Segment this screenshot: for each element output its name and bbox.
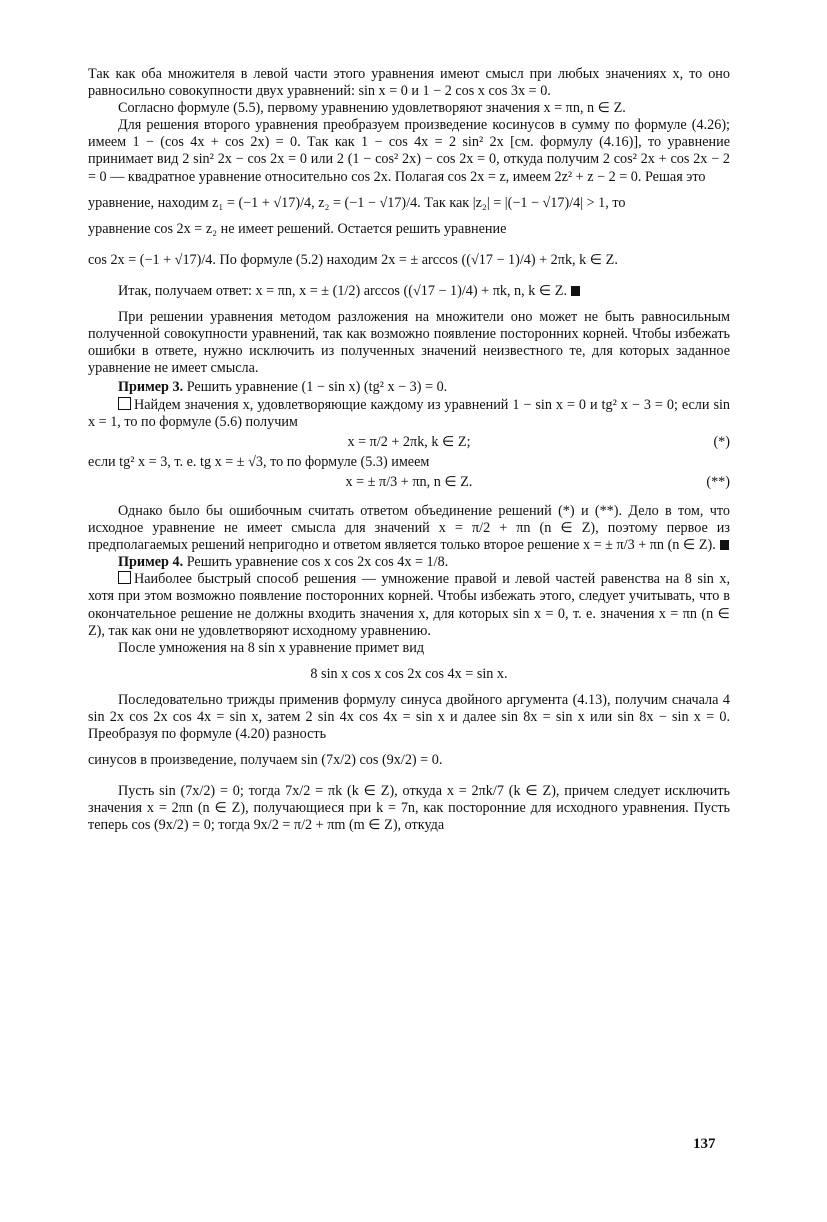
solution-start-icon (118, 571, 131, 584)
paragraph-15: После умножения на 8 sin x уравнение примет вид (118, 639, 425, 656)
paragraph-16: Последовательно трижды применив формулу синуса двойного аргумента (4.13), получим сначала 4 sin 2x cos 2x cos 4x = sin x, затем 2 sin 4x cos 4x = sin x и далее sin 8x = sin x или sin 8x − sin x = 0. Преобразуя по формуле (4.20) разность (88, 691, 730, 743)
paragraph-2: Согласно формуле (5.5), первому уравнению удовлетворяют значения x = πn, n ∈ Z. (118, 100, 626, 117)
example-3-statement (88, 379, 730, 396)
equation-double-star-tag: (**) (706, 473, 730, 490)
answer-line (88, 283, 730, 300)
paragraph-5: уравнение cos 2x = z₂ не имеет решений. Остается решить уравнение (88, 220, 507, 237)
example-3-label: Пример 3. (118, 379, 184, 396)
paragraph-12-text: Однако было бы ошибочным считать ответом объединение решений (*) и (**). Дело в том, что исходное уравнение не имеет смысла для значений x = π/2 + πn (n ∈ Z), поэтому первое из предполагаемых решений непригодно и ответом является только второе решение x = ± π/3 + πn (n ∈ Z). (88, 502, 730, 554)
equation-star-tag: (*) (713, 433, 730, 450)
page-text (88, 66, 730, 835)
paragraph-17: синусов в произведение, получаем sin (7x/2) cos (9x/2) = 0. (88, 752, 443, 769)
paragraph-6-arccos: cos 2x = (−1 + √17)/4. По формуле (5.2) находим 2x = ± arccos ((√17 − 1)/4) + 2πk, k ∈ Z. (88, 251, 618, 268)
example-4-statement (88, 554, 730, 571)
example-4-label: Пример 4. (118, 554, 184, 571)
end-of-proof-icon (571, 286, 580, 296)
paragraph-12 (88, 503, 730, 554)
equation-double-star-body: x = ± π/3 + πn, n ∈ Z. (345, 473, 473, 490)
paragraph-8: При решении уравнения методом разложения на множители оно может не быть равносильным полученной совокупности уравнений, так как возможно появление посторонних корней. Чтобы избежать ошибки в ответе, нужно исключить из полученных значений неизвестного те, для которых заданное уравнение не имеет смысла. (88, 309, 730, 377)
paragraph-18: Пусть sin (7x/2) = 0; тогда 7x/2 = πk (k ∈ Z), откуда x = 2πk/7 (k ∈ Z), причем следует исключить значения x = 2πn (n ∈ Z), получающиеся при k = 7n, как посторонние для исходного уравнения. Пусть теперь cos (9x/2) = 0; тогда 9x/2 = π/2 + πm (m ∈ Z), откуда (88, 783, 730, 834)
paragraph-10-text: Найдем значения x, удовлетворяющие каждому из уравнений 1 − sin x = 0 и tg² x − 3 = 0; если sin x = 1, то по формуле (5.6) получим (88, 396, 730, 430)
equation-star (88, 434, 730, 451)
page-number: 137 (693, 1136, 716, 1152)
equation-star-body: x = π/2 + 2πk, k ∈ Z; (347, 433, 471, 450)
paragraph-11: если tg² x = 3, т. е. tg x = ± √3, то по формуле (5.3) имеем (88, 453, 430, 470)
paragraph-14 (88, 571, 730, 639)
example-3-text: Решить уравнение (1 − sin x) (tg² x − 3) = 0. (186, 379, 448, 396)
paragraph-10 (88, 397, 730, 431)
equation-double-star (88, 474, 730, 491)
example-4-text: Решить уравнение cos x cos 2x cos 4x = 1/8. (186, 554, 449, 571)
paragraph-14-text: Наиболее быстрый способ решения — умножение правой и левой частей равенства на 8 sin x, хотя при этом возможно появление посторонних корней. Чтобы избежать этого, следует учитывать, что в окончательное решение не должны входить значения x, для которых sin x = 0, т. е. значения x = πn (n ∈ Z), так как они не удовлетворяют исходному уравнению. (88, 571, 730, 639)
paragraph-4-roots: уравнение, находим z₁ = (−1 + √17)/4, z₂ = (−1 − √17)/4. Так как |z₂| = |(−1 − √17)/4| > 1, то (88, 194, 626, 211)
paragraph-3: Для решения второго уравнения преобразуем произведение косинусов в сумму по формуле (4.26); имеем 1 − (cos 4x + cos 2x) = 0. Так как 1 − cos 4x = 2 sin² 2x [см. формулу (4.16)], то уравнение принимает вид 2 sin² 2x − cos 2x = 0 или 2 (1 − cos² 2x) − cos 2x = 0, откуда получим 2 cos² 2x + cos 2x − 2 = 0 — квадратное уравнение относительно cos 2x. Полагая cos 2x = z, имеем 2z² + z − 2 = 0. Решая это (88, 117, 730, 185)
solution-start-icon (118, 397, 131, 410)
end-of-proof-icon (720, 540, 729, 550)
paragraph-1: Так как оба множителя в левой части этого уравнения имеют смысл при любых значениях x, то оно равносильно совокупности двух уравнений: sin x = 0 и 1 − 2 cos x cos 3x = 0. (88, 66, 730, 100)
answer-text: Итак, получаем ответ: x = πn, x = ± (1/2) arccos ((√17 − 1)/4) + πk, n, k ∈ Z. (118, 282, 567, 299)
equation-8sin: 8 sin x cos x cos 2x cos 4x = sin x. (310, 665, 508, 682)
